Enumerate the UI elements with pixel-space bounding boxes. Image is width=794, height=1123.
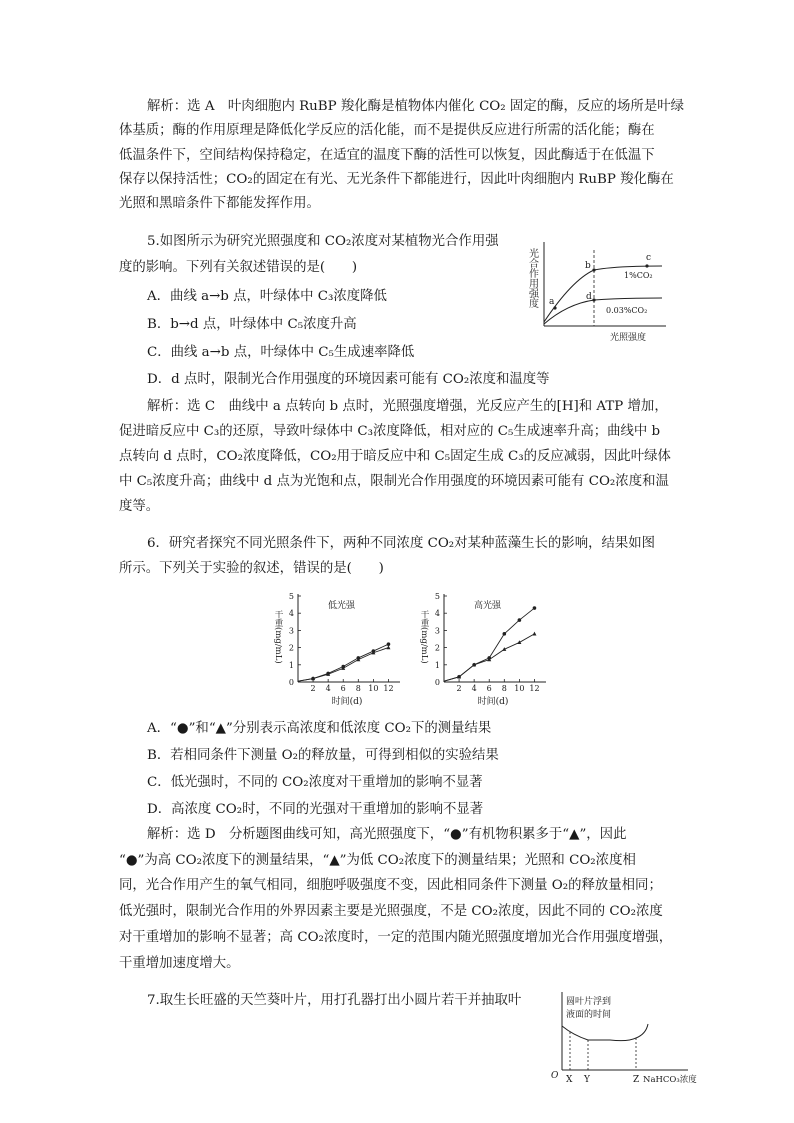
q5-stem-line-2: 度的影响。下列有关叙述错误的是( ): [119, 260, 358, 275]
q7-figure: [548, 990, 697, 1088]
q6-chart1-xtick-label-2: 2: [456, 684, 462, 693]
q5-option-a: A．曲线 a→b 点，叶绿体中 C₃浓度降低: [147, 289, 387, 304]
q6-chart1-xlabel: 时间(d): [477, 697, 509, 707]
q5-figure: [522, 238, 670, 346]
q5-label-a: a: [549, 297, 555, 307]
q6-chart1-ytick-label-0: 0: [434, 678, 440, 687]
q7-stem: 7.取生长旺盛的天竺葵叶片，用打孔器打出小圆片若干并抽取叶: [147, 993, 522, 1008]
q5-label-d: d: [586, 292, 592, 302]
q5-point-d: [592, 298, 595, 301]
q7-tick-z: Z: [633, 1075, 640, 1085]
q6-chart0-ytick-label-0: 0: [288, 678, 294, 687]
q5-option-d: D．d 点时，限制光合作用强度的环境因素可能有 CO₂浓度和温度等: [147, 372, 550, 387]
q5-analysis-line-5: 度等。: [119, 499, 160, 514]
q6-chart1-xtick-label-12: 12: [529, 684, 540, 693]
q6-chart0-xtick-label-8: 8: [355, 684, 361, 693]
q6-analysis-line-3: 同，光合作用产生的氧气相同，细胞呼吸强度不变，因此相同条件下测量 O₂的释放量相同；: [119, 878, 662, 893]
q5-ylabel-text: 光合作用强度: [526, 248, 538, 308]
q7-ylabel-line-2: 液面的时间: [566, 1010, 612, 1020]
q6-analysis-line-4: 低光强时，限制光合作用的外界因素主要是光照强度，不是 CO₂浓度，因此不同的 CO₂浓度: [119, 904, 663, 919]
q6-chart0-triangle-point-12: [386, 645, 390, 649]
q7-curve: [562, 1024, 648, 1041]
q7-tick-x: X: [566, 1075, 573, 1085]
q6-chart1-circle-point-12: [533, 606, 537, 610]
q6-stem-line-2: 所示。下列关于实验的叙述，错误的是( ): [119, 561, 384, 576]
q7-origin: O: [551, 1071, 559, 1081]
q6-stem-line-1: 6．研究者探究不同光照条件下，两种不同浓度 CO₂对某种蓝藻生长的影响，结果如图: [147, 536, 656, 551]
q6-chart1-xtick-label-10: 10: [514, 684, 525, 693]
q5-y-axis-label: [527, 247, 539, 308]
q6-chart0-xtick-label-6: 6: [340, 684, 346, 693]
q5-label-003pct-co2: 0.03%CO₂: [606, 306, 648, 315]
q6-chart1-ytick-label-1: 1: [434, 660, 440, 670]
q6-chart1-triangle-point-12: [532, 632, 536, 636]
q6-option-d: D．高浓度 CO₂时，不同的光强对干重增加的影响不显著: [147, 802, 484, 817]
q5-analysis-line-2: 促进暗反应中 C₃的还原，导致叶绿体中 C₃浓度降低，相对应的 C₅生成速率升高；曲线中 b: [119, 424, 661, 439]
q5-stem-line-1: 5.如图所示为研究光照强度和 CO₂浓度对某植物光合作用强: [147, 234, 499, 249]
q6-chart1-ytick-label-5: 5: [434, 592, 440, 601]
q5-option-c: C．曲线 a→b 点，叶绿体中 C₅生成速率降低: [147, 345, 415, 360]
q6-analysis-line-1: 解析：选 D 分析题图曲线可知，高光照强度下，“●”有机物积累多于“▲”，因此: [147, 827, 627, 842]
q6-chart1-title: 高光强: [474, 601, 502, 611]
q6-chart-low-light: [268, 588, 408, 706]
q5-xlabel: 光照强度: [610, 333, 647, 343]
q5-analysis-line-4: 中 C₅浓度升高；曲线中 d 点为光饱和点，限制光合作用强度的环境因素可能有 CO₂浓度和温: [119, 474, 669, 489]
q7-ylabel-line-1: 圆叶片浮到: [566, 997, 612, 1007]
q6-chart0-ytick-label-4: 4: [288, 609, 294, 619]
q6-chart0-xtick-label-12: 12: [383, 684, 394, 693]
q4-analysis-line-5: 光照和黑暗条件下都能发挥作用。: [119, 196, 320, 211]
q5-label-1pct-co2: 1%CO₂: [624, 271, 653, 280]
q6-chart0-xlabel: 时间(d): [331, 697, 363, 707]
q7-tick-y: Y: [584, 1075, 590, 1085]
q6-analysis-line-6: 干重增加速度增大。: [119, 956, 240, 971]
q6-chart1-xtick-label-4: 4: [471, 684, 477, 693]
q6-option-a: A．“●”和“▲”分别表示高浓度和低浓度 CO₂下的测量结果: [147, 721, 492, 736]
q6-chart1-xtick-label-8: 8: [501, 684, 507, 693]
q5-point-b: [592, 268, 595, 271]
q4-analysis-line-1: 解析：选 A 叶肉细胞内 RuBP 羧化酶是植物体内催化 CO₂ 固定的酶，反应的场所是叶绿: [147, 99, 684, 114]
q6-chart1-ytick-label-4: 4: [434, 609, 440, 619]
q6-chart1-ytick-label-2: 2: [434, 643, 440, 653]
q6-chart0-title: 低光强: [328, 601, 356, 611]
q5-label-b: b: [585, 261, 591, 271]
q6-analysis-line-2: “●”为高 CO₂浓度下的测量结果，“▲”为低 CO₂浓度下的测量结果；光照和 CO₂浓度相: [119, 853, 636, 868]
q6-chart1-xtick-label-6: 6: [486, 684, 492, 693]
q6-chart0-ytick-label-2: 2: [288, 643, 294, 653]
q6-chart0-ytick-label-1: 1: [288, 660, 294, 670]
q6-analysis-line-5: 对干重增加的影响不显著；高 CO₂浓度时，一定的范围内随光照强度增加光合作用强度增强，: [119, 930, 673, 945]
q6-option-c: C．低光强时，不同的 CO₂浓度对干重增加的影响不显著: [147, 775, 483, 790]
q6-chart1-circle-point-10: [518, 618, 522, 622]
q6-chart0-ytick-label-5: 5: [288, 592, 294, 601]
q6-chart0-series-0-line: [298, 644, 388, 681]
q5-point-c: [645, 264, 648, 267]
q5-analysis-line-3: 点转向 d 点时，CO₂浓度降低，CO₂用于暗反应中和 C₅固定生成 C₃的反应减弱，因此叶绿体: [119, 449, 671, 464]
q6-chart1-ylabel: 干重(mg/mL): [419, 610, 429, 664]
q6-chart1-circle-point-8: [503, 632, 507, 636]
q7-xlabel: NaHCO₃浓度: [643, 1075, 697, 1085]
q6-chart0-ylabel: 干重(mg/mL): [273, 610, 283, 664]
q4-analysis-line-4: 保存以保持活性；CO₂的固定在有光、无光条件下都能进行，因此叶肉细胞内 RuBP 羧化酶在: [119, 172, 674, 187]
q6-chart1-series-0-line: [444, 608, 534, 681]
q6-chart0-xtick-label-2: 2: [310, 684, 316, 693]
q6-chart0-xtick-label-10: 10: [368, 684, 379, 693]
q5-option-b: B．b→d 点，叶绿体中 C₅浓度升高: [147, 317, 357, 332]
q6-chart0-series-1-line: [298, 648, 388, 682]
q4-analysis-line-2: 体基质；酶的作用原理是降低化学反应的活化能，而不是提供反应进行所需的活化能；酶在: [119, 123, 655, 138]
q6-chart-high-light: [414, 588, 554, 706]
q6-chart1-ytick-label-3: 3: [434, 626, 440, 636]
q6-chart0-xtick-label-4: 4: [325, 684, 331, 693]
q6-option-b: B．若相同条件下测量 O₂的释放量，可得到相似的实验结果: [147, 748, 499, 763]
q5-analysis-line-1: 解析：选 C 曲线中 a 点转向 b 点时，光照强度增强，光反应产生的[H]和 ATP 增加，: [147, 399, 668, 414]
q5-label-c: c: [646, 253, 652, 263]
q6-chart0-ytick-label-3: 3: [288, 626, 294, 636]
q4-analysis-line-3: 低温条件下，空间结构保持稳定，在适宜的温度下酶的活性可以恢复，因此酶适于在低温下: [119, 148, 655, 163]
